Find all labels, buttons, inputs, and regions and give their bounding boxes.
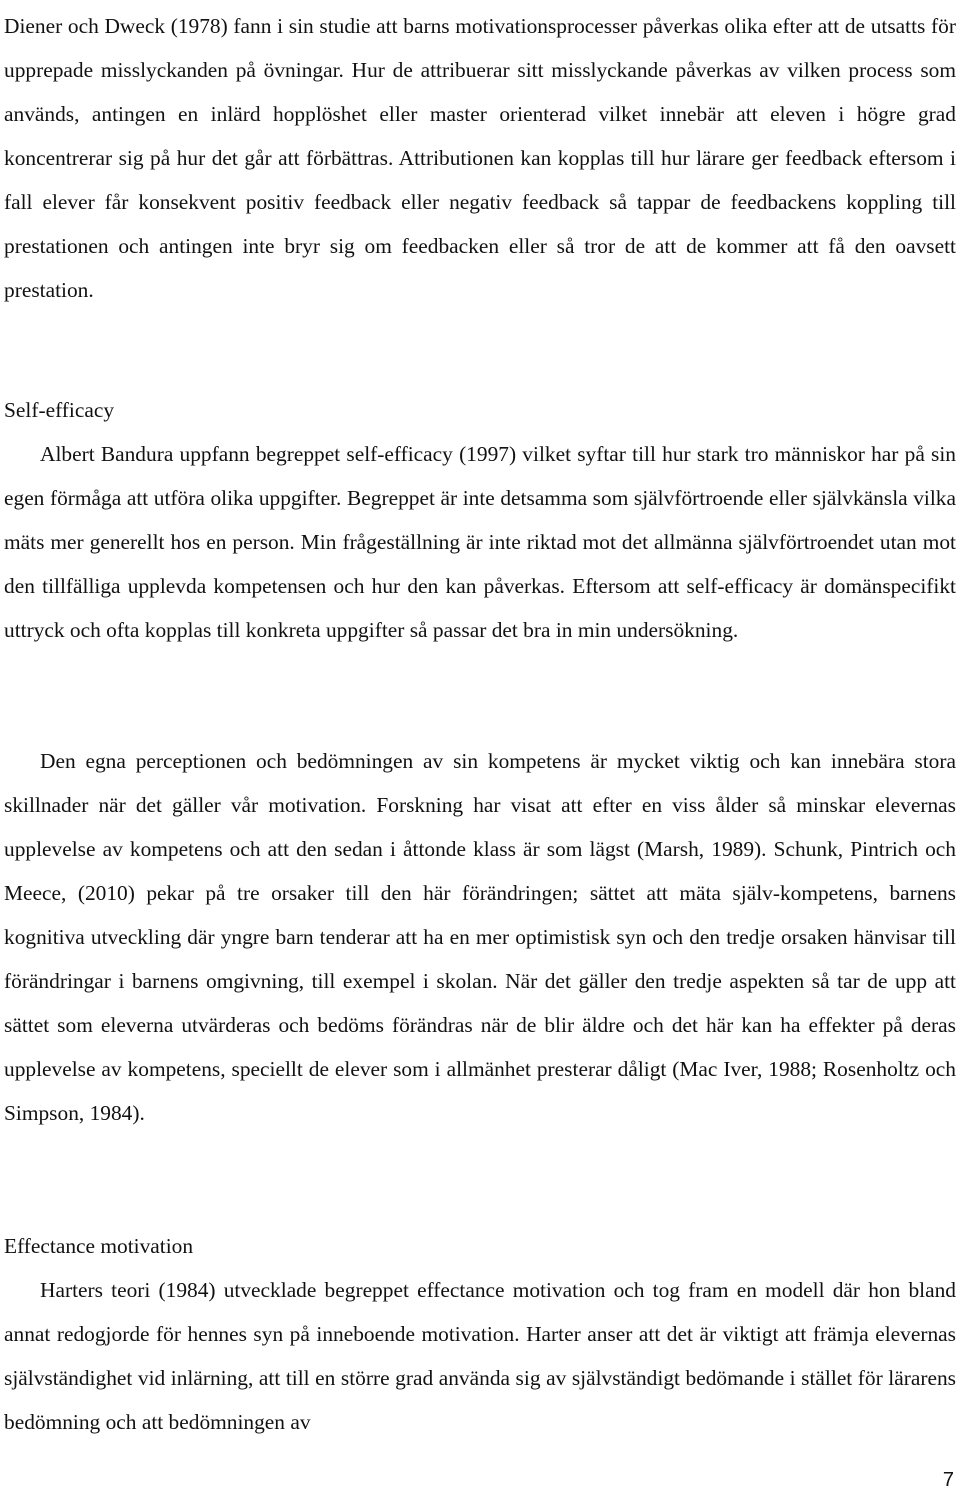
paragraph-bandura: Albert Bandura uppfann begreppet self-efficacy (1997) vilket syftar till hur stark tro människor har på sin egen förmåga att utföra olika uppgifter. Begreppet är inte detsamma som självförtroende eller självkänsla vilka mäts mer generellt hos en person. Min frågeställning är inte riktad mot det allmänna självförtroendet utan mot den tillfälliga upplevda kompetensen och hur den kan påverkas. Eftersom att self-efficacy är domänspecifikt uttryck och ofta kopplas till konkreta uppgifter så passar det bra in min undersökning. [4,442,956,642]
heading-effectance-motivation: Effectance motivation [4,1234,194,1258]
heading-self-efficacy: Self-efficacy [4,398,115,422]
paragraph-harter: Harters teori (1984) utvecklade begreppet effectance motivation och tog fram en modell där hon bland annat redogjorde för hennes syn på inneboende motivation. Harter anser att det är viktigt att främja elevernas självständighet vid inlärning, att till en större grad använda sig av självständigt bedömande i stället för lärarens bedömning och att bedömningen av [4,1278,956,1434]
paragraph-diener-dweck: Diener och Dweck (1978) fann i sin studie att barns motivationsprocesser påverkas olika efter att de utsatts för upprepade misslyckanden på övningar. Hur de attribuerar sitt misslyckande påverkas av vilken process som används, antingen en inlärd hopplöshet eller master orienterad vilket innebär att eleven i högre grad koncentrerar sig på hur det går att förbättras. Attributionen kan kopplas till hur lärare ger feedback eftersom i fall elever får konsekvent positiv feedback eller negativ feedback så tappar de feedbackens koppling till prestationen och antingen inte bryr sig om feedbacken eller så tror de att de kommer att få den oavsett prestation. [4,14,956,302]
paragraph-perception: Den egna perceptionen och bedömningen av sin kompetens är mycket viktig och kan innebära stora skillnader när det gäller vår motivation. Forskning har visat att efter en viss ålder så minskar elevernas upplevelse av kompetens och att den sedan i åttonde klass är som lägst (Marsh, 1989). Schunk, Pintrich och Meece, (2010) pekar på tre orsaker till den här förändringen; sättet att mäta själv-kompetens, barnens kognitiva utveckling där yngre barn tenderar att ha en mer optimistisk syn och den tredje orsaken hänvisar till förändringar i barnens omgivning, till exempel i skolan. När det gäller den tredje aspekten så tar de upp att sättet som eleverna utvärderas och bedöms förändras när de blir äldre och det här kan ha effekter på deras upplevelse av kompetens, speciellt de elever som i allmänhet presterar dåligt (Mac Iver, 1988; Rosenholtz och Simpson, 1984). [4,749,956,1125]
page-number: 7 [942,1469,954,1491]
